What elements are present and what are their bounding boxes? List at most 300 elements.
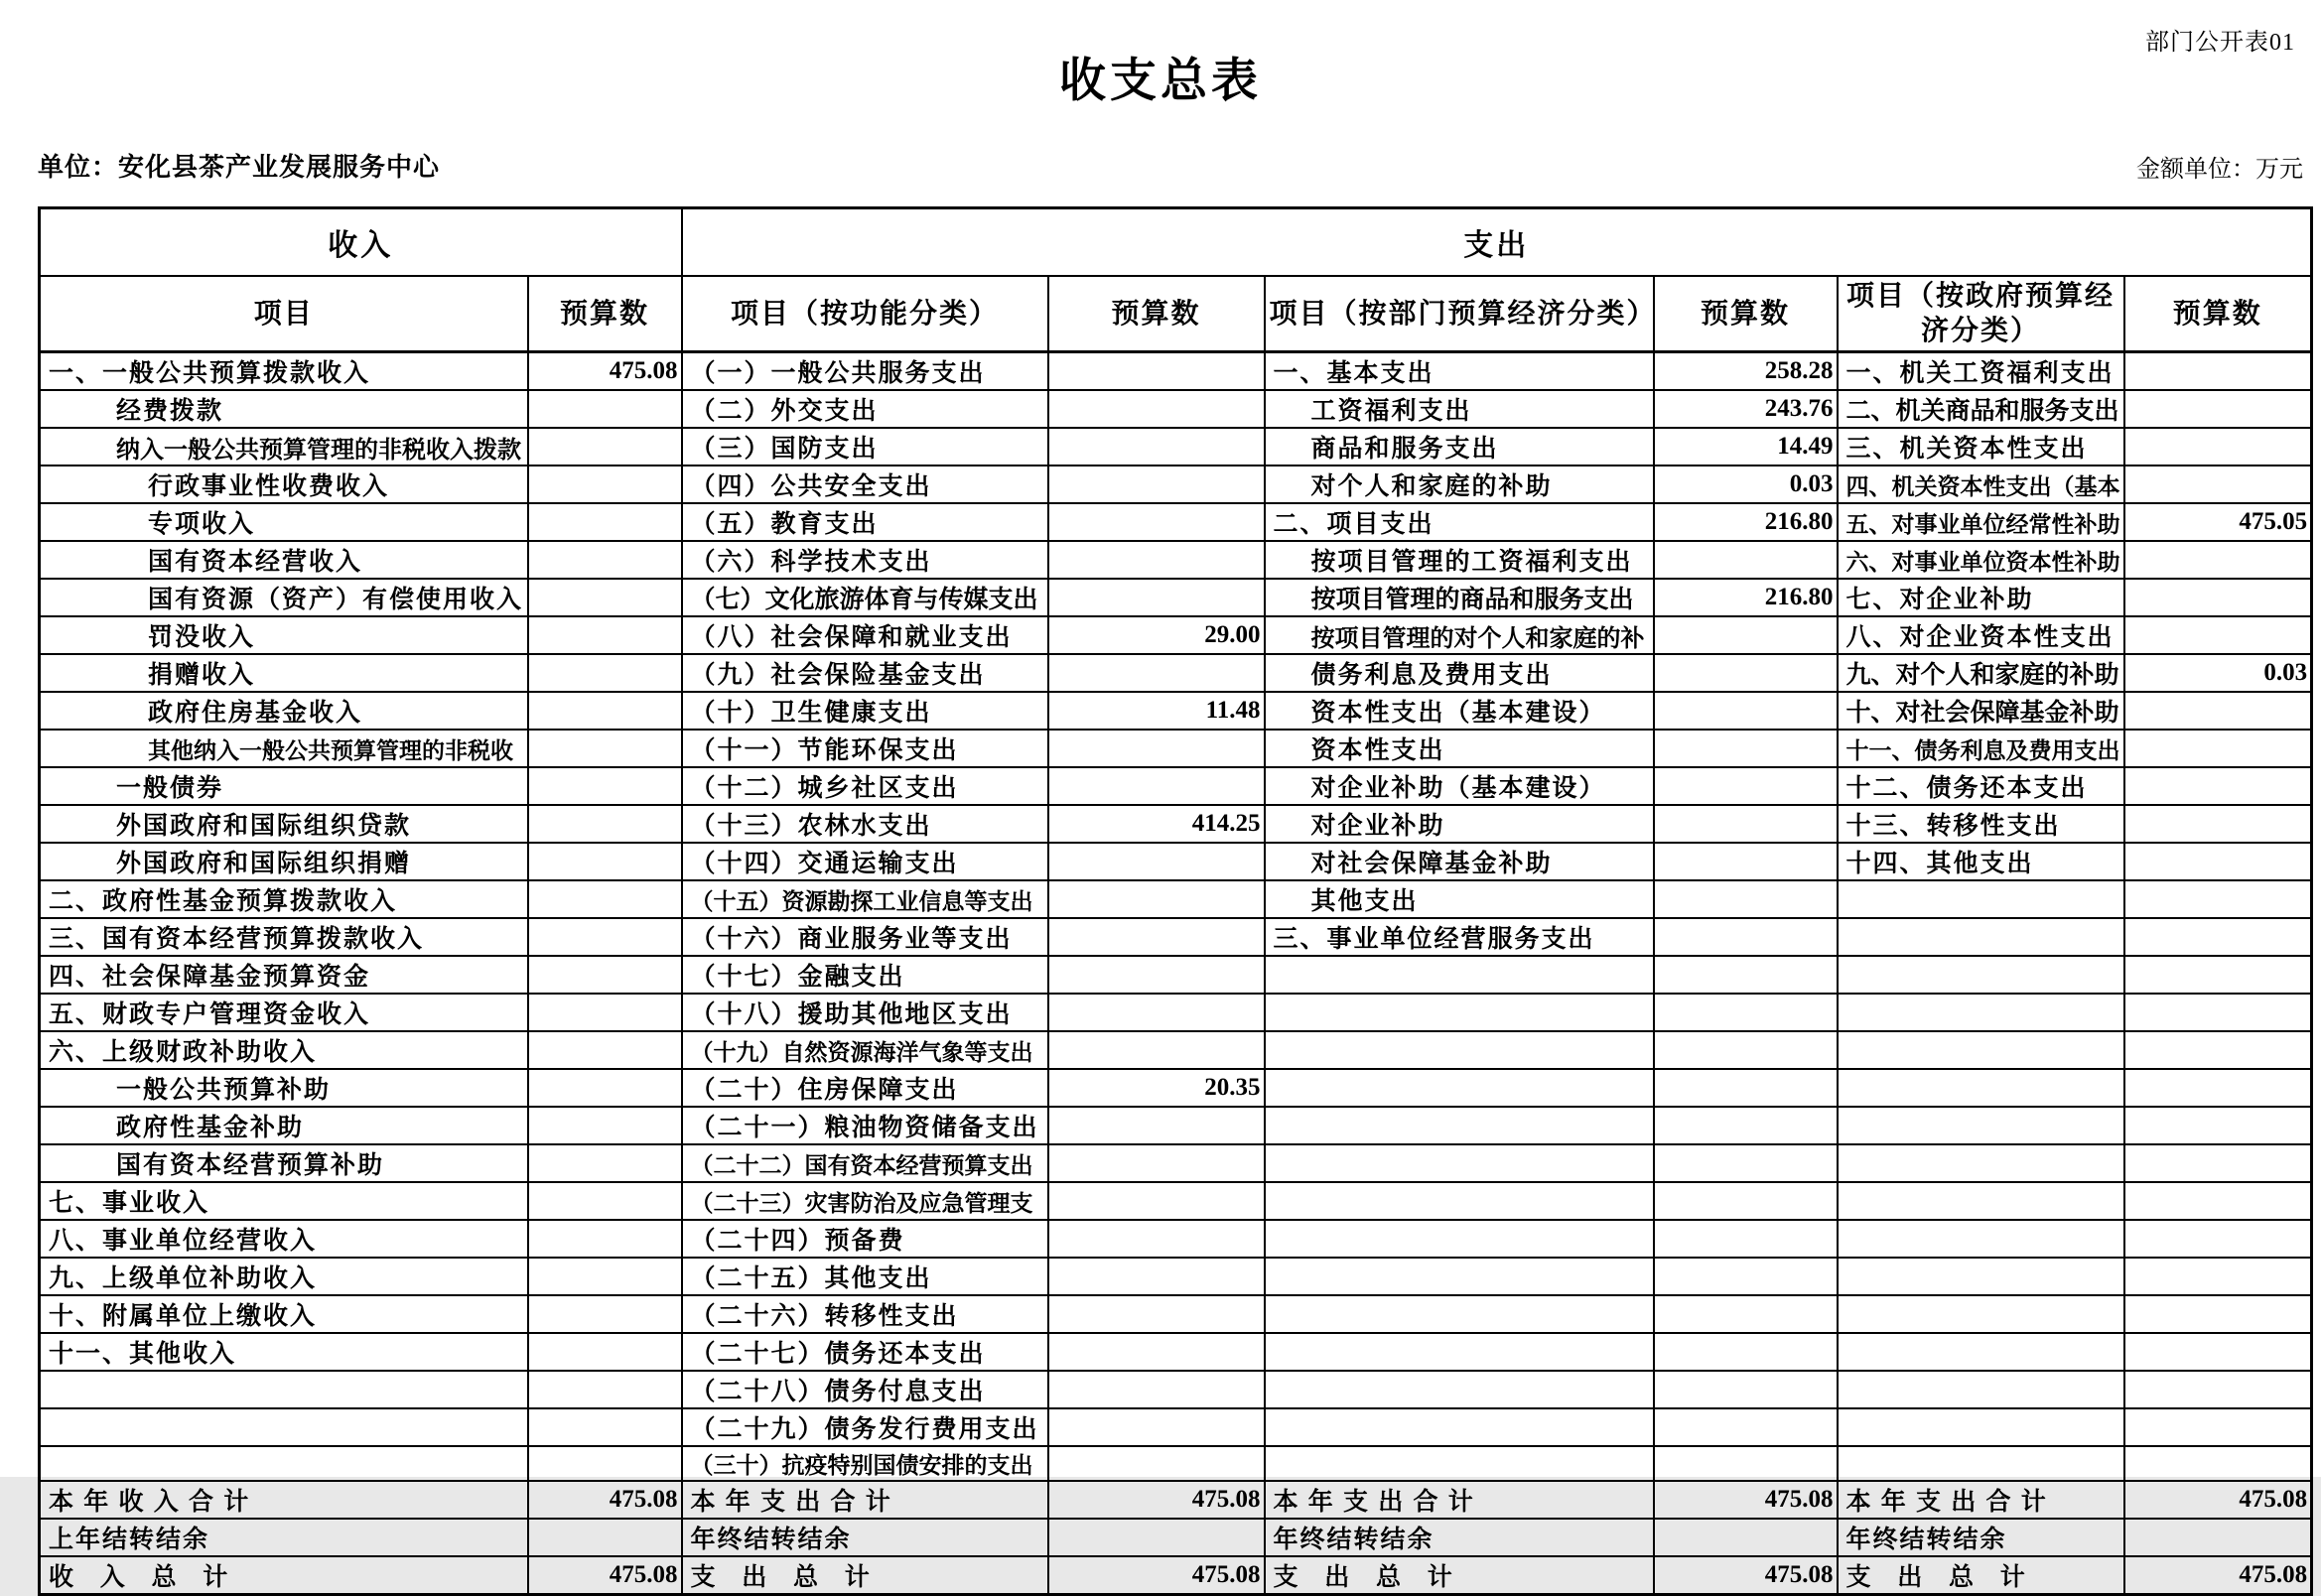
dept-econ-budget-value xyxy=(1654,918,1838,956)
income-budget-value xyxy=(528,428,682,466)
function-budget-value xyxy=(1048,466,1265,503)
function-budget-value xyxy=(1048,880,1265,918)
function-budget-value xyxy=(1048,352,1265,391)
function-item: （十）卫生健康支出 xyxy=(682,692,1048,730)
gov-econ-item xyxy=(1838,1333,2124,1371)
gov-econ-item xyxy=(1838,1069,2124,1107)
dept-econ-budget-value xyxy=(1654,956,1838,994)
table-body xyxy=(40,352,2312,1595)
dept-econ-budget-value xyxy=(1654,994,1838,1031)
dept-econ-budget-value xyxy=(1654,1144,1838,1182)
dept-econ-item: 对个人和家庭的补助 xyxy=(1265,466,1654,503)
table-row xyxy=(40,1556,2312,1595)
income-item: 政府住房基金收入 xyxy=(40,692,528,730)
income-item: 其他纳入一般公共预算管理的非税收 xyxy=(40,730,528,767)
income-budget-value xyxy=(528,1182,682,1220)
gov-econ-item: 三、机关资本性支出 xyxy=(1838,428,2124,466)
gov-econ-budget-value xyxy=(2124,579,2312,616)
dept-econ-budget-value xyxy=(1654,616,1838,654)
function-budget-value: 475.08 xyxy=(1048,1481,1265,1519)
function-budget-value xyxy=(1048,1107,1265,1144)
gov-econ-item: 六、对事业单位资本性补助 xyxy=(1838,541,2124,579)
income-item: 八、事业单位经营收入 xyxy=(40,1220,528,1258)
dept-econ-budget-value: 14.49 xyxy=(1654,428,1838,466)
dept-econ-item xyxy=(1265,1446,1654,1481)
income-budget-value xyxy=(528,767,682,805)
dept-econ-budget-value: 475.08 xyxy=(1654,1556,1838,1595)
dept-econ-item xyxy=(1265,1107,1654,1144)
function-item: 本 年 支 出 合 计 xyxy=(682,1481,1048,1519)
income-budget-value xyxy=(528,1295,682,1333)
dept-econ-item: 三、事业单位经营服务支出 xyxy=(1265,918,1654,956)
gov-econ-item: 年终结转结余 xyxy=(1838,1519,2124,1556)
function-item: （五）教育支出 xyxy=(682,503,1048,541)
gov-econ-item xyxy=(1838,918,2124,956)
dept-econ-item: 对社会保障基金补助 xyxy=(1265,843,1654,880)
income-item: 国有资本经营收入 xyxy=(40,541,528,579)
income-item: 外国政府和国际组织贷款 xyxy=(40,805,528,843)
income-budget-value xyxy=(528,1031,682,1069)
function-item: （四）公共安全支出 xyxy=(682,466,1048,503)
gov-econ-budget-value xyxy=(2124,730,2312,767)
income-section-header: 收入 xyxy=(40,208,682,277)
gov-econ-budget-value xyxy=(2124,994,2312,1031)
income-budget-value: 475.08 xyxy=(528,1556,682,1595)
function-item: （十九）自然资源海洋气象等支出 xyxy=(682,1031,1048,1069)
dept-econ-budget-value: 216.80 xyxy=(1654,503,1838,541)
dept-econ-item: 按项目管理的工资福利支出 xyxy=(1265,541,1654,579)
income-item: 国有资源（资产）有偿使用收入 xyxy=(40,579,528,616)
function-item: （一）一般公共服务支出 xyxy=(682,352,1048,391)
table-row xyxy=(40,616,2312,654)
unit-label: 单位：安化县茶产业发展服务中心 xyxy=(38,153,441,182)
dept-econ-item: 工资福利支出 xyxy=(1265,390,1654,428)
income-item: 二、政府性基金预算拨款收入 xyxy=(40,880,528,918)
function-budget-value xyxy=(1048,1519,1265,1556)
dept-econ-budget-value xyxy=(1654,730,1838,767)
income-budget-value xyxy=(528,692,682,730)
dept-econ-budget-value xyxy=(1654,692,1838,730)
table-row xyxy=(40,1107,2312,1144)
income-item xyxy=(40,1408,528,1446)
dept-econ-budget-value: 475.08 xyxy=(1654,1481,1838,1519)
table-row xyxy=(40,1258,2312,1295)
table-row xyxy=(40,541,2312,579)
dept-econ-budget-value: 0.03 xyxy=(1654,466,1838,503)
function-budget-value: 414.25 xyxy=(1048,805,1265,843)
gov-econ-budget-value xyxy=(2124,390,2312,428)
table-row xyxy=(40,1371,2312,1408)
function-budget-value xyxy=(1048,1144,1265,1182)
income-item: 一、一般公共预算拨款收入 xyxy=(40,352,528,391)
col-header-gov-econ-item: 项目（按政府预算经济分类） xyxy=(1838,276,2124,352)
function-item: （二十九）债务发行费用支出 xyxy=(682,1408,1048,1446)
dept-econ-item xyxy=(1265,1144,1654,1182)
dept-econ-budget-value xyxy=(1654,1519,1838,1556)
income-budget-value xyxy=(528,1371,682,1408)
col-header-dept-econ-budget: 预算数 xyxy=(1654,276,1838,352)
gov-econ-budget-value xyxy=(2124,466,2312,503)
function-budget-value xyxy=(1048,730,1265,767)
dept-econ-budget-value xyxy=(1654,843,1838,880)
function-item: （十二）城乡社区支出 xyxy=(682,767,1048,805)
dept-econ-item xyxy=(1265,1031,1654,1069)
function-item: （二十二）国有资本经营预算支出 xyxy=(682,1144,1048,1182)
gov-econ-item xyxy=(1838,1258,2124,1295)
col-header-function-budget: 预算数 xyxy=(1048,276,1265,352)
dept-econ-item: 按项目管理的商品和服务支出 xyxy=(1265,579,1654,616)
table-row xyxy=(40,654,2312,692)
function-item: （二十五）其他支出 xyxy=(682,1258,1048,1295)
function-item: （八）社会保障和就业支出 xyxy=(682,616,1048,654)
function-item: 支 出 总 计 xyxy=(682,1556,1048,1595)
dept-econ-item xyxy=(1265,1182,1654,1220)
gov-econ-item xyxy=(1838,1446,2124,1481)
function-item: （二十四）预备费 xyxy=(682,1220,1048,1258)
income-budget-value xyxy=(528,956,682,994)
function-budget-value xyxy=(1048,390,1265,428)
meta-row xyxy=(38,147,2303,184)
function-budget-value: 11.48 xyxy=(1048,692,1265,730)
gov-econ-item: 九、对个人和家庭的补助 xyxy=(1838,654,2124,692)
gov-econ-budget-value xyxy=(2124,1371,2312,1408)
dept-econ-item: 债务利息及费用支出 xyxy=(1265,654,1654,692)
dept-econ-item: 一、基本支出 xyxy=(1265,352,1654,391)
gov-econ-item xyxy=(1838,1031,2124,1069)
gov-econ-item: 八、对企业资本性支出 xyxy=(1838,616,2124,654)
gov-econ-budget-value xyxy=(2124,1295,2312,1333)
income-item: 五、财政专户管理资金收入 xyxy=(40,994,528,1031)
table-row xyxy=(40,1069,2312,1107)
gov-econ-budget-value: 475.08 xyxy=(2124,1481,2312,1519)
dept-econ-budget-value xyxy=(1654,1408,1838,1446)
dept-econ-budget-value xyxy=(1654,1371,1838,1408)
income-item: 十一、其他收入 xyxy=(40,1333,528,1371)
income-budget-value xyxy=(528,918,682,956)
dept-econ-item: 对企业补助 xyxy=(1265,805,1654,843)
function-item: （九）社会保险基金支出 xyxy=(682,654,1048,692)
gov-econ-budget-value xyxy=(2124,1220,2312,1258)
function-budget-value xyxy=(1048,918,1265,956)
income-budget-value xyxy=(528,1107,682,1144)
income-budget-value xyxy=(528,994,682,1031)
income-item: 九、上级单位补助收入 xyxy=(40,1258,528,1295)
table-row xyxy=(40,1481,2312,1519)
dept-econ-item: 资本性支出 xyxy=(1265,730,1654,767)
function-item: （三十）抗疫特别国债安排的支出 xyxy=(682,1446,1048,1481)
function-budget-value: 475.08 xyxy=(1048,1556,1265,1595)
income-item xyxy=(40,1446,528,1481)
gov-econ-item xyxy=(1838,1295,2124,1333)
income-item: 七、事业收入 xyxy=(40,1182,528,1220)
income-budget-value xyxy=(528,1144,682,1182)
function-budget-value xyxy=(1048,994,1265,1031)
income-item: 罚没收入 xyxy=(40,616,528,654)
income-budget-value xyxy=(528,1220,682,1258)
income-item: 政府性基金补助 xyxy=(40,1107,528,1144)
function-budget-value xyxy=(1048,1258,1265,1295)
table-row xyxy=(40,352,2312,391)
table-row xyxy=(40,390,2312,428)
function-item: （二十七）债务还本支出 xyxy=(682,1333,1048,1371)
table-row xyxy=(40,466,2312,503)
income-budget-value xyxy=(528,1258,682,1295)
dept-econ-budget-value xyxy=(1654,1258,1838,1295)
function-budget-value xyxy=(1048,503,1265,541)
income-budget-value xyxy=(528,1333,682,1371)
dept-econ-budget-value xyxy=(1654,541,1838,579)
function-budget-value: 29.00 xyxy=(1048,616,1265,654)
income-item: 国有资本经营预算补助 xyxy=(40,1144,528,1182)
function-budget-value xyxy=(1048,1446,1265,1481)
income-budget-value xyxy=(528,1069,682,1107)
gov-econ-budget-value xyxy=(2124,1031,2312,1069)
gov-econ-item: 十三、转移性支出 xyxy=(1838,805,2124,843)
table-row xyxy=(40,918,2312,956)
function-budget-value xyxy=(1048,843,1265,880)
function-item: （二十一）粮油物资储备支出 xyxy=(682,1107,1048,1144)
income-budget-value xyxy=(528,579,682,616)
gov-econ-budget-value xyxy=(2124,1408,2312,1446)
function-item: （二十六）转移性支出 xyxy=(682,1295,1048,1333)
function-item: 年终结转结余 xyxy=(682,1519,1048,1556)
dept-econ-budget-value xyxy=(1654,1220,1838,1258)
income-item: 行政事业性收费收入 xyxy=(40,466,528,503)
income-budget-value xyxy=(528,843,682,880)
dept-econ-budget-value xyxy=(1654,805,1838,843)
income-item: 四、社会保障基金预算资金 xyxy=(40,956,528,994)
table-row xyxy=(40,1408,2312,1446)
income-item: 十、附属单位上缴收入 xyxy=(40,1295,528,1333)
gov-econ-budget-value xyxy=(2124,616,2312,654)
gov-econ-budget-value xyxy=(2124,1258,2312,1295)
dept-econ-item xyxy=(1265,1069,1654,1107)
income-item: 收 入 总 计 xyxy=(40,1556,528,1595)
table-row xyxy=(40,880,2312,918)
gov-econ-item: 五、对事业单位经常性补助 xyxy=(1838,503,2124,541)
dept-econ-item xyxy=(1265,1408,1654,1446)
gov-econ-budget-value xyxy=(2124,1144,2312,1182)
gov-econ-item xyxy=(1838,1408,2124,1446)
function-item: （十八）援助其他地区支出 xyxy=(682,994,1048,1031)
gov-econ-budget-value xyxy=(2124,692,2312,730)
table-row xyxy=(40,994,2312,1031)
function-item: （二十）住房保障支出 xyxy=(682,1069,1048,1107)
dept-econ-budget-value xyxy=(1654,880,1838,918)
function-budget-value xyxy=(1048,1295,1265,1333)
function-budget-value xyxy=(1048,579,1265,616)
dept-econ-item: 资本性支出（基本建设） xyxy=(1265,692,1654,730)
gov-econ-budget-value: 0.03 xyxy=(2124,654,2312,692)
table-row xyxy=(40,1519,2312,1556)
function-item: （二十八）债务付息支出 xyxy=(682,1371,1048,1408)
expenditure-section-header: 支出 xyxy=(682,208,2312,277)
function-budget-value xyxy=(1048,541,1265,579)
gov-econ-budget-value: 475.08 xyxy=(2124,1556,2312,1595)
table-wrap xyxy=(38,206,2313,1596)
income-budget-value xyxy=(528,466,682,503)
gov-econ-item: 七、对企业补助 xyxy=(1838,579,2124,616)
dept-econ-budget-value xyxy=(1654,1333,1838,1371)
dept-econ-budget-value xyxy=(1654,1182,1838,1220)
income-budget-value xyxy=(528,390,682,428)
table-row xyxy=(40,730,2312,767)
income-item: 外国政府和国际组织捐赠 xyxy=(40,843,528,880)
dept-econ-item: 本 年 支 出 合 计 xyxy=(1265,1481,1654,1519)
dept-econ-budget-value: 258.28 xyxy=(1654,352,1838,391)
dept-econ-item: 商品和服务支出 xyxy=(1265,428,1654,466)
function-item: （七）文化旅游体育与传媒支出 xyxy=(682,579,1048,616)
dept-econ-budget-value xyxy=(1654,1107,1838,1144)
gov-econ-budget-value xyxy=(2124,1446,2312,1481)
gov-econ-budget-value xyxy=(2124,1182,2312,1220)
dept-econ-budget-value xyxy=(1654,1031,1838,1069)
amount-unit-label: 金额单位：万元 xyxy=(2136,157,2303,183)
function-budget-value xyxy=(1048,1220,1265,1258)
gov-econ-item: 十一、债务利息及费用支出 xyxy=(1838,730,2124,767)
function-item: （六）科学技术支出 xyxy=(682,541,1048,579)
gov-econ-budget-value xyxy=(2124,1333,2312,1371)
function-budget-value xyxy=(1048,1031,1265,1069)
function-item: （十六）商业服务业等支出 xyxy=(682,918,1048,956)
dept-econ-item xyxy=(1265,1258,1654,1295)
gov-econ-item: 十四、其他支出 xyxy=(1838,843,2124,880)
function-item: （十四）交通运输支出 xyxy=(682,843,1048,880)
gov-econ-item: 支 出 总 计 xyxy=(1838,1556,2124,1595)
gov-econ-item: 一、机关工资福利支出 xyxy=(1838,352,2124,391)
col-header-gov-econ-budget: 预算数 xyxy=(2124,276,2312,352)
table-row xyxy=(40,956,2312,994)
income-item: 本 年 收 入 合 计 xyxy=(40,1481,528,1519)
function-item: （二）外交支出 xyxy=(682,390,1048,428)
income-item: 纳入一般公共预算管理的非税收入拨款 xyxy=(40,428,528,466)
function-item: （十一）节能环保支出 xyxy=(682,730,1048,767)
dept-econ-budget-value xyxy=(1654,654,1838,692)
gov-econ-budget-value xyxy=(2124,1519,2312,1556)
dept-econ-item: 对企业补助（基本建设） xyxy=(1265,767,1654,805)
income-item: 一般债券 xyxy=(40,767,528,805)
function-item: （三）国防支出 xyxy=(682,428,1048,466)
gov-econ-budget-value xyxy=(2124,956,2312,994)
gov-econ-item xyxy=(1838,1107,2124,1144)
table-row xyxy=(40,1182,2312,1220)
gov-econ-item xyxy=(1838,1371,2124,1408)
budget-table xyxy=(38,206,2313,1596)
table-row xyxy=(40,503,2312,541)
income-budget-value xyxy=(528,1408,682,1446)
dept-econ-budget-value xyxy=(1654,767,1838,805)
table-row xyxy=(40,1295,2312,1333)
gov-econ-item xyxy=(1838,880,2124,918)
gov-econ-budget-value xyxy=(2124,541,2312,579)
gov-econ-budget-value xyxy=(2124,805,2312,843)
table-row xyxy=(40,1333,2312,1371)
income-item: 一般公共预算补助 xyxy=(40,1069,528,1107)
function-item: （十五）资源勘探工业信息等支出 xyxy=(682,880,1048,918)
gov-econ-budget-value xyxy=(2124,767,2312,805)
gov-econ-budget-value xyxy=(2124,428,2312,466)
function-budget-value xyxy=(1048,1182,1265,1220)
income-budget-value xyxy=(528,1519,682,1556)
col-header-dept-econ-item: 项目（按部门预算经济分类） xyxy=(1265,276,1654,352)
income-item xyxy=(40,1371,528,1408)
dept-econ-item xyxy=(1265,1295,1654,1333)
function-item: （二十三）灾害防治及应急管理支 xyxy=(682,1182,1048,1220)
dept-econ-budget-value xyxy=(1654,1295,1838,1333)
income-item: 三、国有资本经营预算拨款收入 xyxy=(40,918,528,956)
section-header-row xyxy=(40,208,2312,277)
column-header-row xyxy=(40,276,2312,352)
dept-econ-item: 按项目管理的对个人和家庭的补 xyxy=(1265,616,1654,654)
function-budget-value xyxy=(1048,1408,1265,1446)
gov-econ-item xyxy=(1838,1182,2124,1220)
table-row xyxy=(40,805,2312,843)
function-budget-value: 20.35 xyxy=(1048,1069,1265,1107)
gov-econ-budget-value xyxy=(2124,843,2312,880)
function-budget-value xyxy=(1048,428,1265,466)
income-budget-value xyxy=(528,1446,682,1481)
gov-econ-item xyxy=(1838,956,2124,994)
gov-econ-budget-value xyxy=(2124,918,2312,956)
table-row xyxy=(40,1446,2312,1481)
table-row xyxy=(40,1144,2312,1182)
income-budget-value xyxy=(528,805,682,843)
dept-econ-budget-value: 216.80 xyxy=(1654,579,1838,616)
dept-econ-item: 支 出 总 计 xyxy=(1265,1556,1654,1595)
dept-econ-item: 二、项目支出 xyxy=(1265,503,1654,541)
col-header-function-item: 项目（按功能分类） xyxy=(682,276,1048,352)
income-budget-value: 475.08 xyxy=(528,1481,682,1519)
function-budget-value xyxy=(1048,1371,1265,1408)
function-item: （十七）金融支出 xyxy=(682,956,1048,994)
income-budget-value xyxy=(528,654,682,692)
dept-econ-budget-value xyxy=(1654,1069,1838,1107)
table-row xyxy=(40,579,2312,616)
table-row xyxy=(40,843,2312,880)
gov-econ-budget-value: 475.05 xyxy=(2124,503,2312,541)
income-budget-value xyxy=(528,730,682,767)
income-item: 经费拨款 xyxy=(40,390,528,428)
corner-note: 部门公开表01 xyxy=(2145,30,2295,56)
dept-econ-item: 年终结转结余 xyxy=(1265,1519,1654,1556)
dept-econ-item xyxy=(1265,994,1654,1031)
function-item: （十三）农林水支出 xyxy=(682,805,1048,843)
dept-econ-budget-value: 243.76 xyxy=(1654,390,1838,428)
gov-econ-item: 十二、债务还本支出 xyxy=(1838,767,2124,805)
gov-econ-item: 十、对社会保障基金补助 xyxy=(1838,692,2124,730)
gov-econ-item xyxy=(1838,1220,2124,1258)
gov-econ-budget-value xyxy=(2124,880,2312,918)
table-row xyxy=(40,428,2312,466)
function-budget-value xyxy=(1048,956,1265,994)
dept-econ-item xyxy=(1265,1333,1654,1371)
income-item: 上年结转结余 xyxy=(40,1519,528,1556)
gov-econ-item: 二、机关商品和服务支出 xyxy=(1838,390,2124,428)
col-header-income-item: 项目 xyxy=(40,276,528,352)
income-item: 专项收入 xyxy=(40,503,528,541)
gov-econ-budget-value xyxy=(2124,352,2312,391)
dept-econ-budget-value xyxy=(1654,1446,1838,1481)
income-item: 捐赠收入 xyxy=(40,654,528,692)
dept-econ-item: 其他支出 xyxy=(1265,880,1654,918)
dept-econ-item xyxy=(1265,1371,1654,1408)
gov-econ-budget-value xyxy=(2124,1069,2312,1107)
col-header-income-budget: 预算数 xyxy=(528,276,682,352)
gov-econ-item xyxy=(1838,1144,2124,1182)
gov-econ-item xyxy=(1838,994,2124,1031)
income-budget-value xyxy=(528,880,682,918)
function-budget-value xyxy=(1048,767,1265,805)
